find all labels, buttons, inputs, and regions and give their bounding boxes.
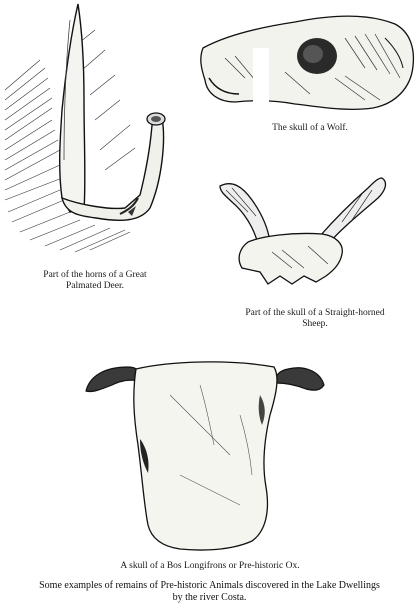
sheep-caption [215,308,415,330]
deer-caption [10,270,180,292]
ox-skull-illustration [80,355,330,555]
deer-antler-illustration [0,0,180,265]
wolf-caption: The skull of a Wolf. [272,123,348,133]
deer-caption-line2: Palmated Deer. [65,281,125,291]
sheep-caption-line1: Part of the skull of a Straight-horned [245,308,385,318]
footer-line2: by the river Costa. [172,592,247,603]
sheep-skull-illustration [212,172,392,297]
sheep-caption-line2: Sheep. [302,319,328,329]
footer-line1: Some examples of remains of Pre-historic Animals discovered in the Lake Dwellings [39,580,380,591]
ox-skull-drawing [80,355,330,555]
wolf-skull-illustration [195,8,419,118]
ox-caption: A skull of a Bos Longifrons or Pre-historic Ox. [120,561,300,571]
wolf-skull-drawing [195,8,419,118]
plate-footer-caption [0,580,419,604]
deer-caption-line1: Part of the horns of a Great [43,270,147,280]
sheep-skull-drawing [212,172,392,297]
deer-antler-drawing [0,0,180,265]
